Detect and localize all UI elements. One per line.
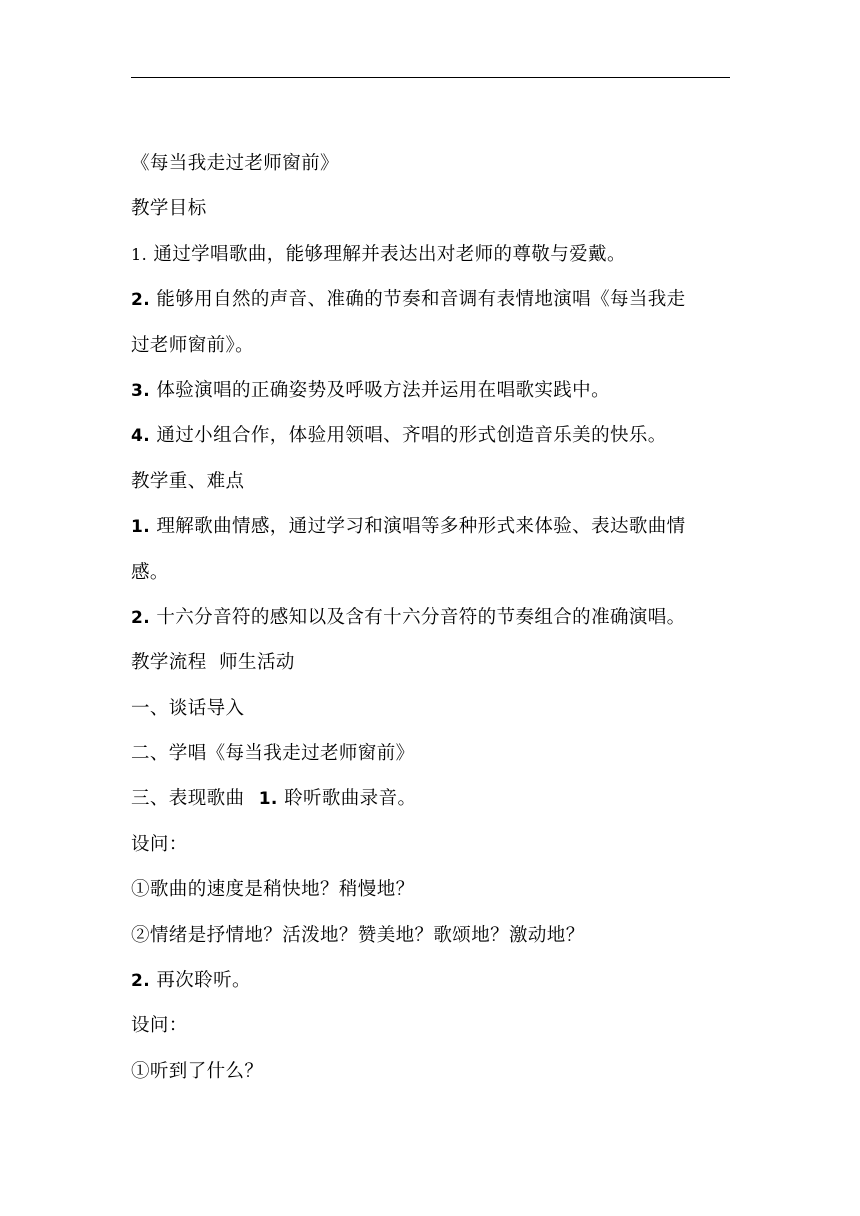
step-1: 一、谈话导入 xyxy=(131,697,245,719)
goals-heading: 教学目标 xyxy=(131,198,207,220)
goal-item-2 xyxy=(131,288,731,311)
process-heading: 教学流程 师生活动 xyxy=(131,652,295,674)
step-4-text: 再次聆听。 xyxy=(156,970,251,992)
key-point-number: 2. xyxy=(131,607,151,628)
step-3-text: 聆听歌曲录音。 xyxy=(284,788,417,810)
goal-number: 4. xyxy=(131,426,151,447)
document-title: 《每当我走过老师窗前》 xyxy=(131,153,339,174)
key-point-text: 理解歌曲情感，通过学习和演唱等多种形式来体验、表达歌曲情 xyxy=(156,516,686,538)
goal-item-4 xyxy=(131,424,731,447)
key-point-number: 1. xyxy=(131,517,151,538)
key-point-text: 十六分音符的感知以及含有十六分音符的节奏组合的准确演唱。 xyxy=(156,606,686,628)
step-3 xyxy=(131,787,731,810)
goal-text: 体验演唱的正确姿势及呼吸方法并运用在唱歌实践中。 xyxy=(156,379,610,401)
goal-number: 1. xyxy=(131,244,148,264)
question-label-2: 设问： xyxy=(131,1015,188,1037)
goal-text: 能够用自然的声音、准确的节奏和音调有表情地演唱《每当我走 xyxy=(156,289,686,311)
key-points-heading: 教学重、难点 xyxy=(131,470,245,492)
step-2: 二、学唱《每当我走过老师窗前》 xyxy=(131,743,415,765)
step-4 xyxy=(131,969,731,992)
question-item-3: ①听到了什么？ xyxy=(131,1060,264,1082)
goal-text: 通过学唱歌曲，能够理解并表达出对老师的尊敬与爱戴。 xyxy=(153,243,626,265)
key-point-1-continued: 感。 xyxy=(131,561,169,583)
header-rule xyxy=(131,77,730,78)
question-label-1: 设问： xyxy=(131,833,188,855)
step-4-number: 2. xyxy=(131,971,151,992)
goal-number: 2. xyxy=(131,290,151,311)
goal-item-1 xyxy=(131,243,731,266)
document-body xyxy=(131,152,731,1105)
step-3-label: 三、表现歌曲 xyxy=(131,788,245,810)
question-item-1: ①歌曲的速度是稍快地？稍慢地？ xyxy=(131,879,415,901)
step-3-number: 1. xyxy=(258,789,278,810)
goal-item-2-continued: 过老师窗前》。 xyxy=(131,334,255,356)
question-item-2: ②情绪是抒情地？活泼地？赞美地？歌颂地？激动地？ xyxy=(131,924,585,946)
goal-number: 3. xyxy=(131,380,151,401)
key-point-2 xyxy=(131,606,731,629)
key-point-1 xyxy=(131,515,731,538)
goal-text: 通过小组合作，体验用领唱、齐唱的形式创造音乐美的快乐。 xyxy=(156,425,667,447)
goal-item-3 xyxy=(131,379,731,402)
